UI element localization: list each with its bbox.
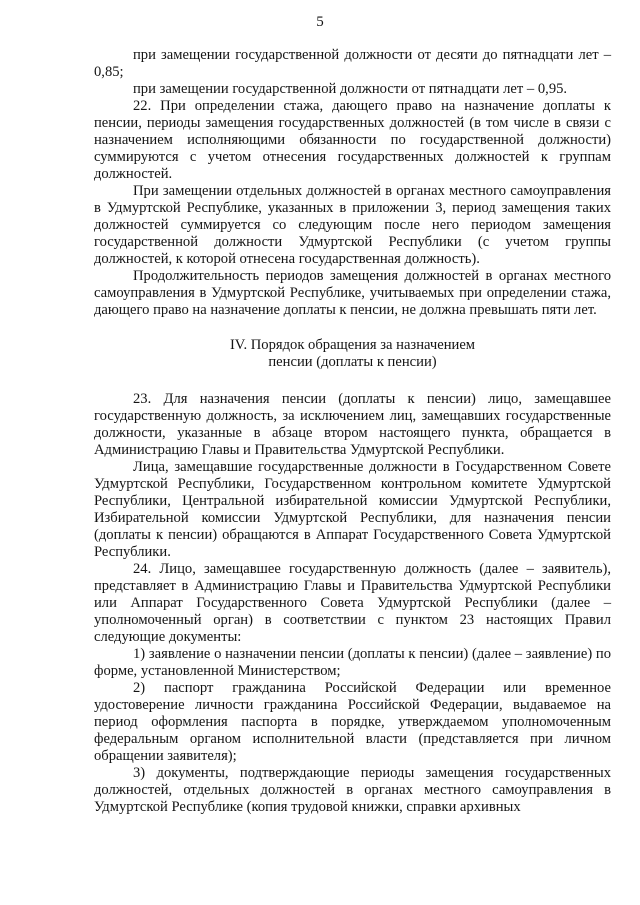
- paragraph: При замещении отдельных должностей в органах местного самоуправления в Удмуртской Республике, указанных в приложении 3, период замещения таких должностей суммируется со следующим после него периодом замещения государственной должности Удмуртской Республики (с учетом группы должностей, к которой отнесена государственная должность).: [94, 183, 611, 267]
- document-body: [94, 47, 611, 816]
- paragraph: 24. Лицо, замещавшее государственную должность (далее – заявитель), представляет в Администрацию Главы и Правительства Удмуртской Республики или Аппарат Государственного Совета Удмуртской Республики (далее – уполномоченный орган) в соответствии с пунктом 23 настоящих Правил следующие документы:: [94, 561, 611, 645]
- paragraph: Лица, замещавшие государственные должности в Государственном Совете Удмуртской Республики, Государственном контрольном комитете Удмуртской Республики, Центральной избирательной комиссии Удмуртской Республики, Избирательной комиссии Удмуртской Республики, для назначения пенсии (доплаты к пенсии) обращаются в Аппарат Государственного Совета Удмуртской Республики.: [94, 459, 611, 560]
- page-number: 5: [316, 14, 324, 30]
- paragraph: при замещении государственной должности от пятнадцати лет – 0,95.: [133, 81, 568, 97]
- paragraph: 2) паспорт гражданина Российской Федерации или временное удостоверение личности гражданина Российской Федерации, выдаваемое на период оформления паспорта в порядке, утверждаемом уполномоченным федеральным органом исполнительной власти (представляется при личном обращении заявителя);: [94, 680, 611, 764]
- paragraph: 3) документы, подтверждающие периоды замещения государственных должностей, отдельных должностей в органах местного самоуправления в Удмуртской Республике (копия трудовой книжки, справки архивных: [94, 765, 611, 815]
- paragraph: 23. Для назначения пенсии (доплаты к пенсии) лицо, замещавшее государственную должность, за исключением лиц, замещавших государственные должности, указанные в абзаце втором настоящего пункта, обращается в Администрацию Главы и Правительства Удмуртской Республики.: [94, 391, 611, 458]
- section-heading-line: IV. Порядок обращения за назначением: [229, 337, 476, 353]
- paragraph: 22. При определении стажа, дающего право на назначение доплаты к пенсии, периоды замещения государственных должностей (в том числе в связи с назначением исполняющими обязанности по государственной должности) суммируются с учетом отнесения государственных должностей к группам должностей.: [94, 98, 611, 182]
- paragraph: при замещении государственной должности от десяти до пятнадцати лет – 0,85;: [94, 47, 611, 80]
- paragraph: 1) заявление о назначении пенсии (доплаты к пенсии) (далее – заявление) по форме, установленной Министерством;: [94, 646, 611, 679]
- section-heading-line: пенсии (доплаты к пенсии): [268, 354, 437, 370]
- paragraph: Продолжительность периодов замещения должностей в органах местного самоуправления в Удмуртской Республике, учитываемых при определении стажа, дающего право на назначение доплаты к пенсии, не должна превышать пяти лет.: [94, 268, 611, 318]
